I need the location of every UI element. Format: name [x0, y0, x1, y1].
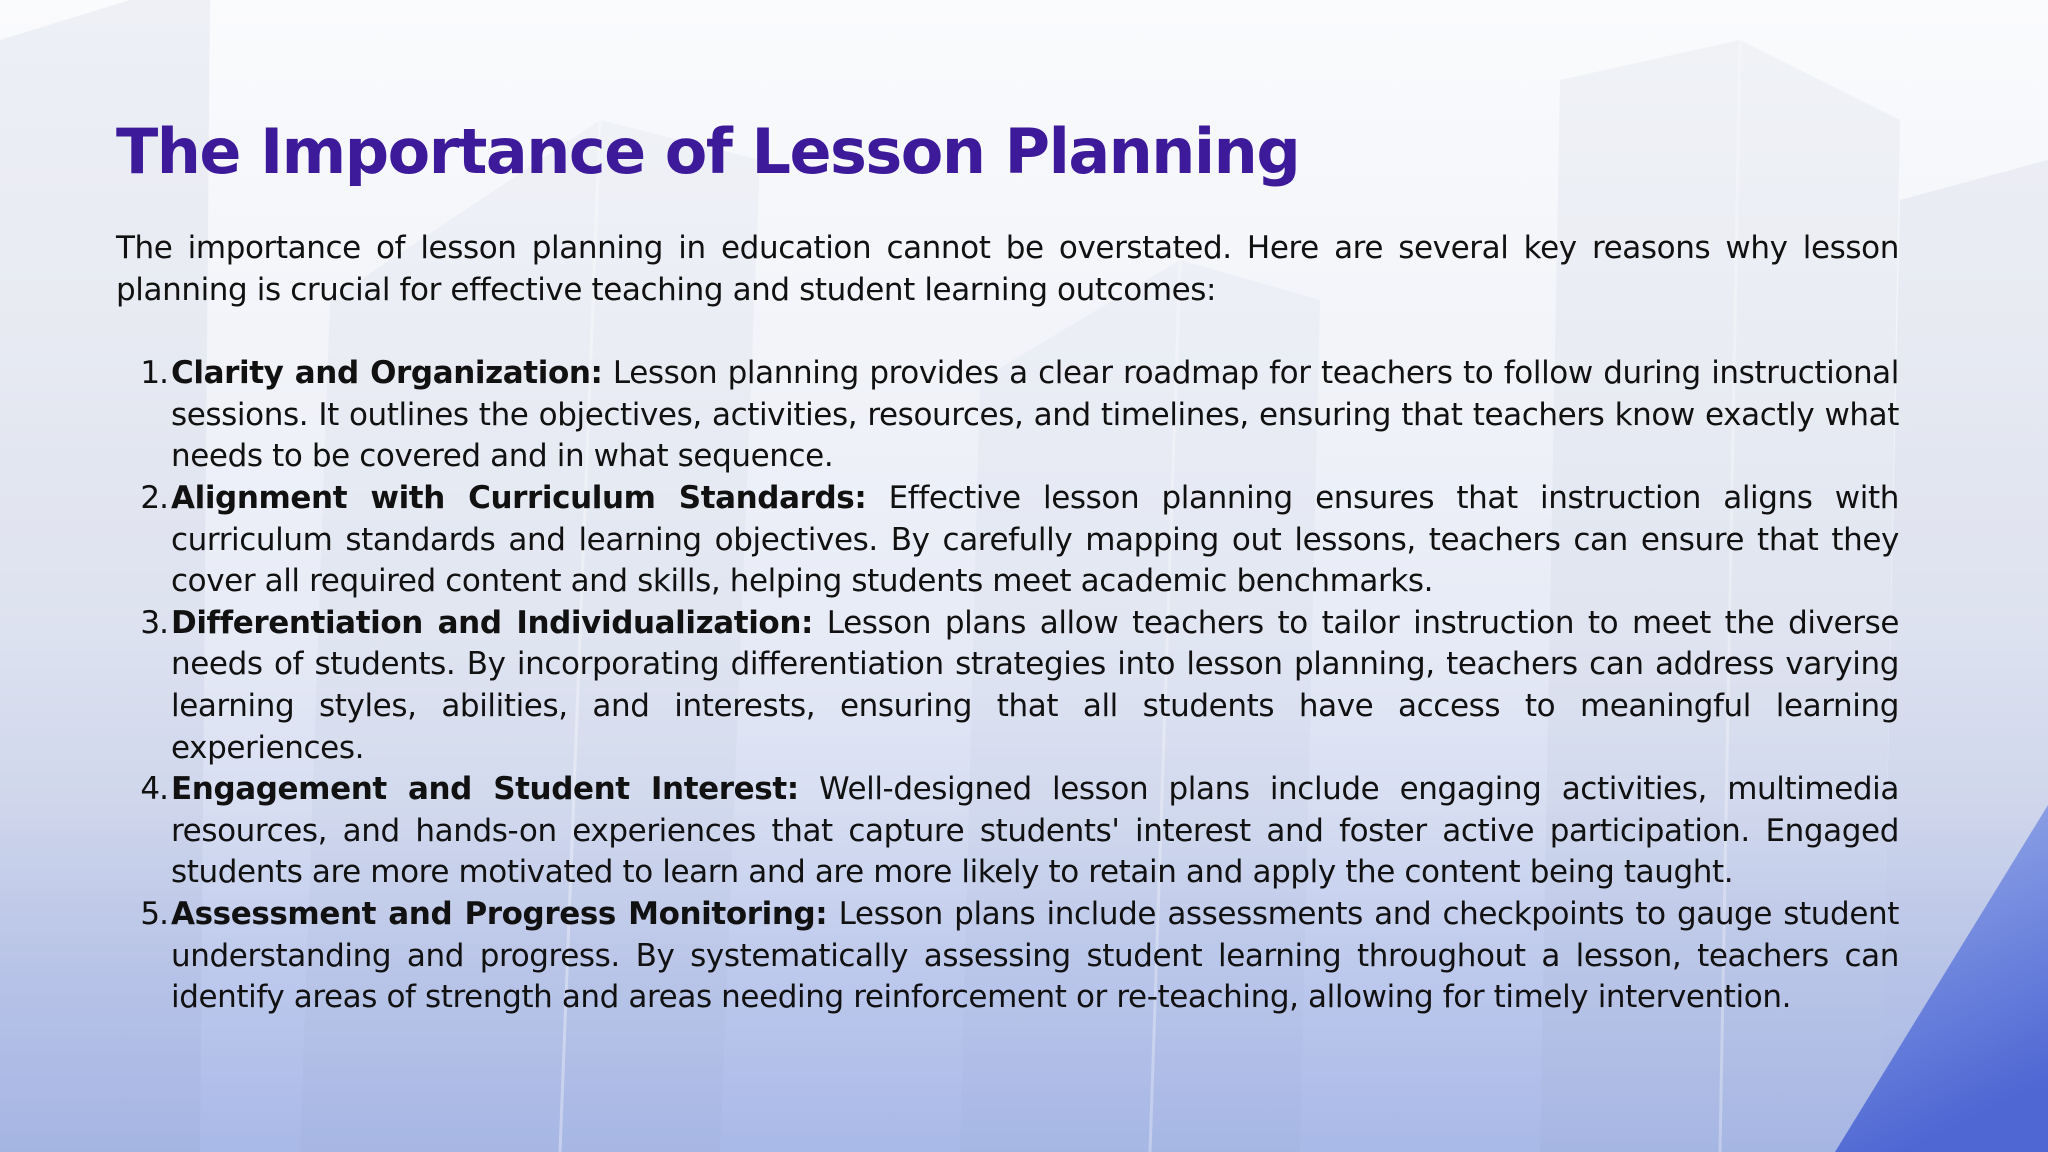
list-item	[116, 769, 1899, 894]
list-item	[116, 478, 1899, 603]
list-item	[116, 603, 1899, 769]
list-item-heading: Alignment with Curriculum Standards:	[171, 479, 867, 516]
list-item-heading: Differentiation and Individualization:	[171, 604, 813, 641]
list-item-text: Lesson planning provides a clear roadmap for teachers to follow during instructional sessions. It outlines the objectives, activities, resources, and timelines, ensuring that teachers know exactly what needs to be covered and in what sequence.	[171, 355, 1899, 475]
list-item-text: Lesson plans include assessments and checkpoints to gauge student understanding and progress. By systematically assessing student learning throughout a lesson, teachers can identify areas of strength and areas needing reinforcement or re-teaching, allowing for timely intervention.	[171, 895, 1899, 1016]
list-item-heading: Clarity and Organization:	[171, 355, 603, 392]
list-item	[116, 894, 1899, 1019]
intro-paragraph: The importance of lesson planning in education cannot be overstated. Here are several key reasons why lesson planning is crucial for effective teaching and student learning outcomes:	[116, 230, 1899, 308]
list-item-number: 5.	[140, 895, 168, 932]
list-item	[116, 353, 1899, 478]
list-item-heading: Assessment and Progress Monitoring:	[171, 895, 828, 932]
list-item-number: 3.	[140, 604, 168, 641]
list-item-heading: Engagement and Student Interest:	[171, 771, 799, 808]
list-item-text: Lesson plans allow teachers to tailor instruction to meet the diverse needs of students. By incorporating differentiation strategies into lesson planning, teachers can address varying learning styles, abilities, and interests, ensuring that all students have access to meaningful learning experiences.	[171, 604, 1899, 766]
slide-title: The Importance of Lesson Planning	[116, 115, 1300, 188]
list-item-number: 4.	[140, 771, 168, 808]
list-item-text: Well-designed lesson plans include engaging activities, multimedia resources, and hands-on experiences that capture students' interest and foster active participation. Engaged students are more motivated to learn and are more likely to retain and apply the content being taught.	[171, 771, 1899, 891]
slide-content	[116, 104, 1899, 1019]
reasons-list	[116, 353, 1899, 1019]
list-item-number: 1.	[140, 355, 168, 392]
list-item-text: Effective lesson planning ensures that instruction aligns with curriculum standards and learning objectives. By carefully mapping out lessons, teachers can ensure that they cover all required content and skills, helping students meet academic benchmarks.	[171, 479, 1899, 600]
list-item-number: 2.	[140, 479, 168, 516]
